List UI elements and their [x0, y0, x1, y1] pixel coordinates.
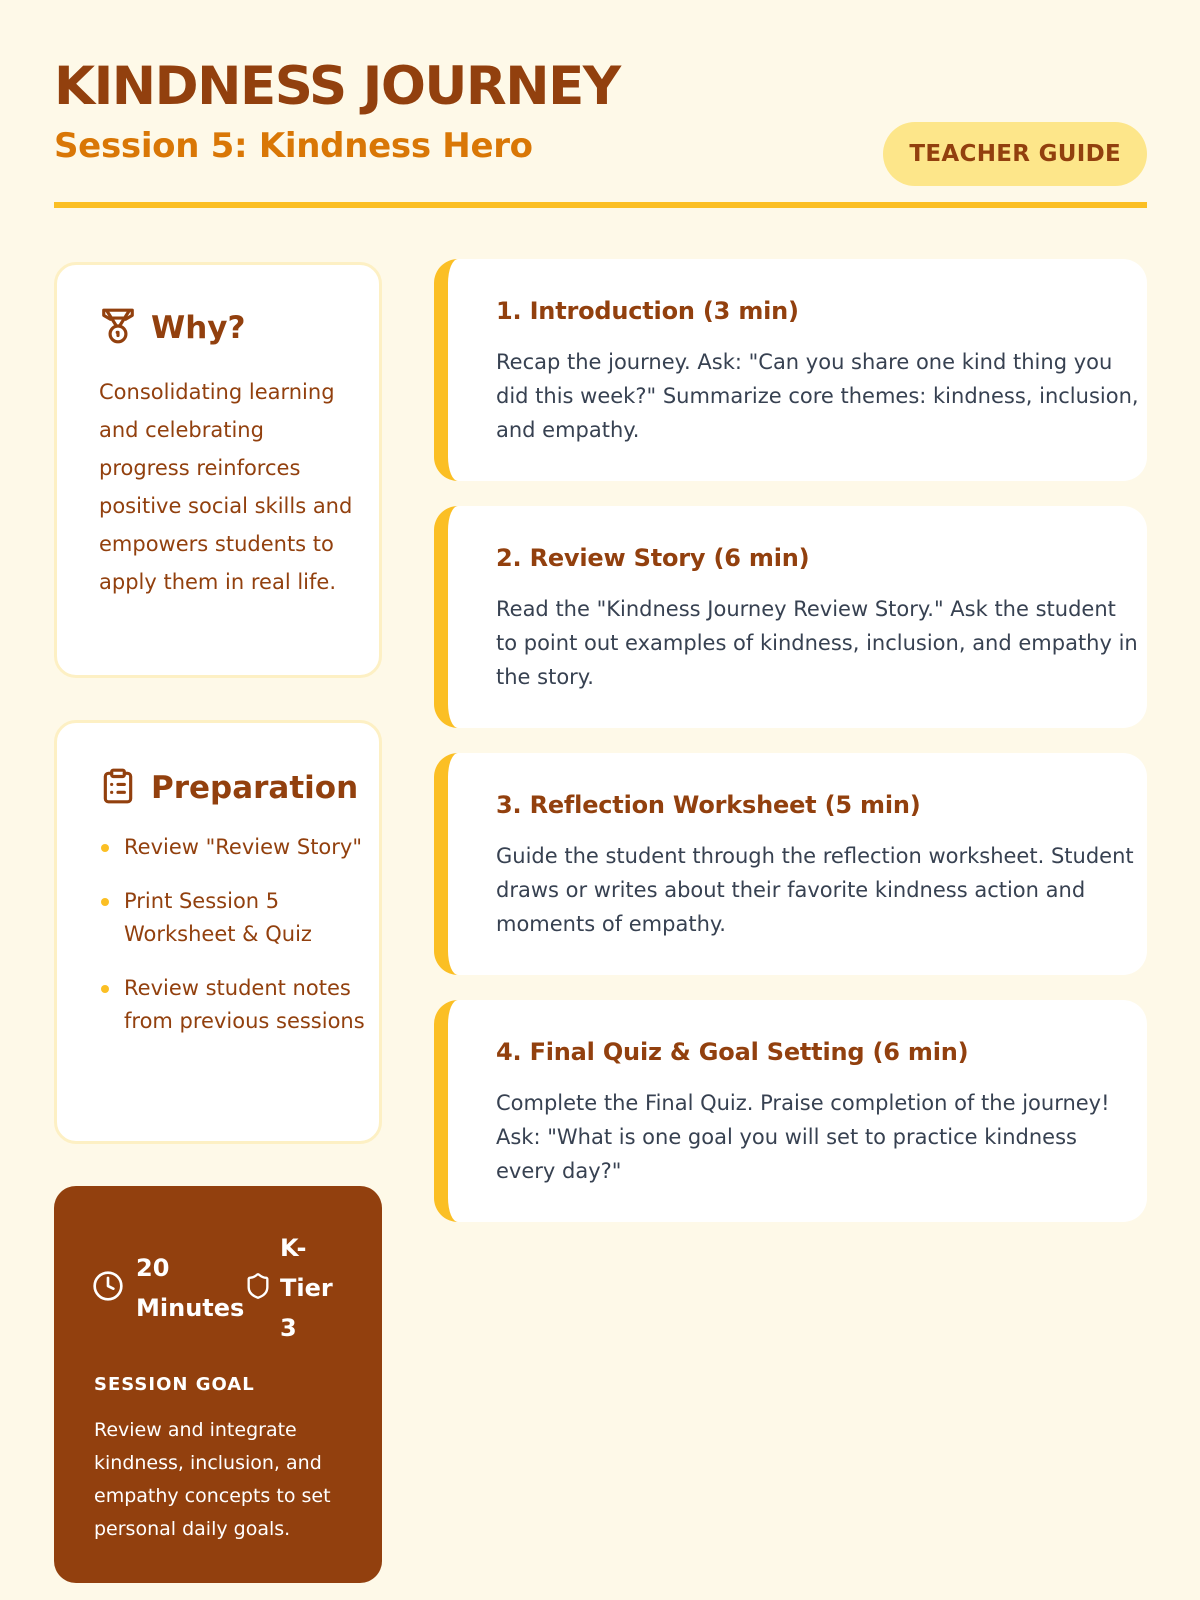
- step-title: 4. Final Quiz & Goal Setting (6 min): [496, 1038, 969, 1066]
- list-item: [99, 885, 367, 951]
- preparation-item-text: Review "Review Story": [124, 835, 362, 859]
- session-subtitle: Session 5: Kindness Hero: [54, 126, 533, 166]
- step-card-review-story: [434, 506, 1147, 728]
- teacher-guide-badge: TEACHER GUIDE: [883, 122, 1147, 186]
- clipboard-list-icon: [99, 767, 137, 809]
- shield-icon: [244, 1272, 272, 1304]
- step-body: Complete the Final Quiz. Praise completion of the journey! Ask: "What is one goal you will set to practice kindness every day?": [496, 1091, 1110, 1183]
- session-goal-text: Review and integrate kindness, inclusion, and empathy concepts to set personal daily goals.: [94, 1419, 331, 1540]
- why-card: [54, 262, 382, 678]
- preparation-header: [99, 767, 358, 809]
- preparation-item-text: Review student notes from previous sessions: [124, 976, 365, 1033]
- duration-stat: [92, 1248, 246, 1328]
- clock-icon: [92, 1270, 124, 1306]
- step-card-reflection-worksheet: [434, 753, 1147, 975]
- tier-text: K-Tier 3: [280, 1234, 333, 1342]
- list-item: [99, 831, 367, 864]
- page-header: [54, 0, 1147, 208]
- medal-icon: [99, 307, 137, 349]
- duration-text: 20 Minutes: [136, 1254, 245, 1322]
- preparation-item-text: Print Session 5 Worksheet & Quiz: [124, 889, 312, 946]
- step-body: Recap the journey. Ask: "Can you share one kind thing you did this week?" Summarize core themes: kindness, inclusion, and empathy.: [496, 350, 1139, 442]
- preparation-card: [54, 720, 382, 1144]
- page-title: KINDNESS JOURNEY: [54, 56, 620, 117]
- step-card-introduction: [434, 259, 1147, 481]
- step-body: Guide the student through the reflection worksheet. Student draws or writes about their favorite kindness action and moments of empathy.: [496, 844, 1134, 936]
- preparation-list: [99, 831, 367, 1059]
- session-info-card: [54, 1186, 382, 1583]
- step-title: 2. Review Story (6 min): [496, 544, 810, 572]
- step-title: 3. Reflection Worksheet (5 min): [496, 791, 921, 819]
- step-card-final-quiz: [434, 1000, 1147, 1222]
- preparation-heading: Preparation: [151, 770, 359, 806]
- bullet-icon: [101, 898, 109, 906]
- session-goal-label: SESSION GOAL: [94, 1374, 255, 1395]
- bullet-icon: [101, 844, 109, 852]
- tier-stat: [244, 1228, 346, 1348]
- why-heading: Why?: [151, 310, 246, 346]
- step-body: Read the "Kindness Journey Review Story." Ask the student to point out examples of kindness, inclusion, and empathy in the story.: [496, 597, 1138, 689]
- bullet-icon: [101, 985, 109, 993]
- list-item: [99, 972, 367, 1038]
- why-header: [99, 307, 245, 349]
- why-body: Consolidating learning and celebrating progress reinforces positive social skills and empowers students to apply them in real life.: [99, 380, 353, 594]
- step-title: 1. Introduction (3 min): [496, 297, 799, 325]
